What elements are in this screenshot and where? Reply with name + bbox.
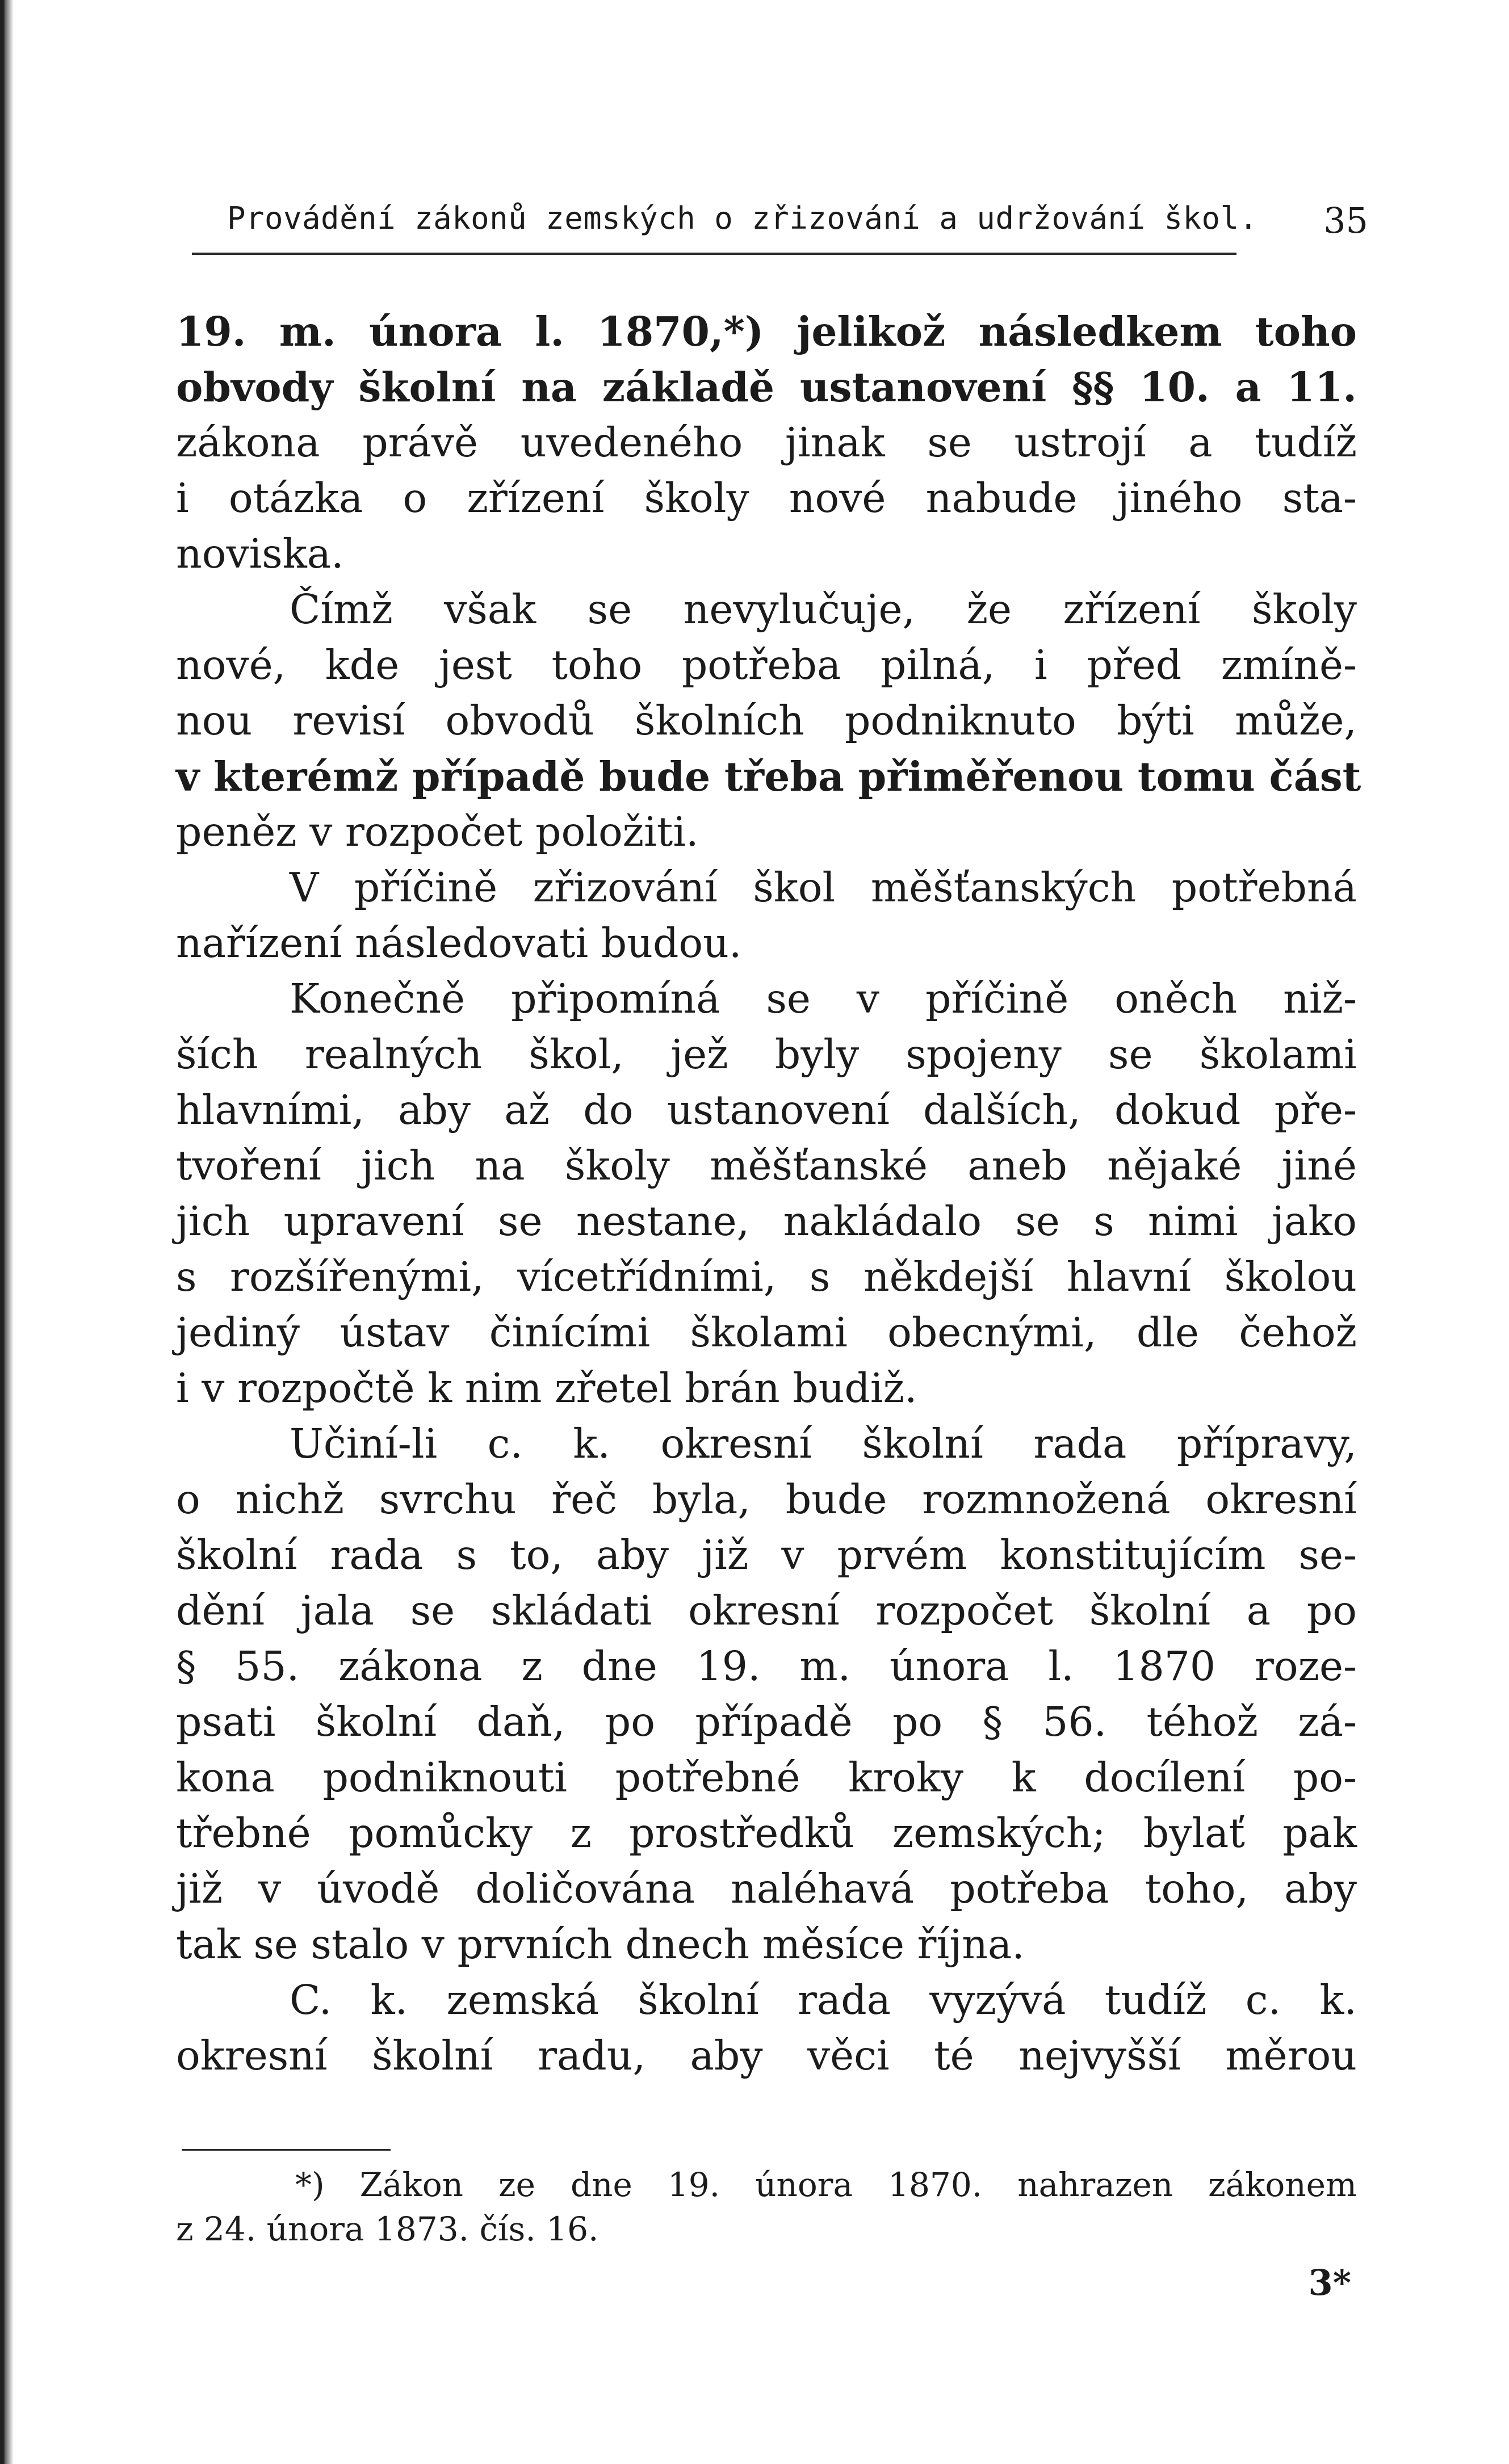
text-line: i v rozpočtě k nim zřetel brán budiž.: [176, 1365, 917, 1412]
text-line: v kterémž případě bude třeba přiměřenou tomu část: [176, 753, 1361, 800]
page-number: 35: [1323, 200, 1368, 241]
text-line: jich upravení se nestane, nakládalo se s nimi jako: [176, 1198, 1357, 1245]
scan-page-edge: [0, 0, 14, 2464]
text-line: C. k. zemská školní rada vyzývá tudíž c. k.: [290, 1976, 1357, 2024]
footnote-rule: [182, 2149, 391, 2151]
running-header: [227, 193, 1368, 244]
text-line: nou revisí obvodů školních podniknuto býti může,: [176, 697, 1357, 744]
text-line: kona podniknouti potřebné kroky k docílení po-: [176, 1754, 1357, 1801]
text-line: 19. m. února l. 1870,*) jelikož následkem toho: [176, 308, 1357, 355]
text-line: dění jala se skládati okresní rozpočet školní a po: [176, 1587, 1357, 1634]
text-line: tak se stalo v prvních dnech měsíce října.: [176, 1921, 1025, 1968]
footnote-line: *) Zákon ze dne 19. února 1870. nahrazen zákonem: [295, 2165, 1357, 2204]
text-line: obvody školní na základě ustanovení §§ 10. a 11.: [176, 363, 1357, 411]
text-line: třebné pomůcky z prostředků zemských; bylať pak: [176, 1810, 1357, 1857]
running-header-title: Provádění zákonů zemských o zřizování a udržování škol.: [227, 200, 1258, 236]
text-line: noviska.: [176, 530, 344, 577]
text-line: s rozšířenými, vícetřídními, s někdejší hlavní školou: [176, 1253, 1357, 1300]
text-line: okresní školní radu, aby věci té nejvyšší měrou: [176, 2032, 1357, 2079]
text-line: nové, kde jest toho potřeba pilná, i před zmíně-: [176, 641, 1357, 689]
footnote-line: z 24. února 1873. čís. 16.: [176, 2210, 599, 2248]
text-line: jediný ústav činícími školami obecnými, dle čehož: [176, 1309, 1357, 1356]
text-line: nařízení následovati budou.: [176, 920, 742, 967]
footnote: [176, 2163, 1357, 2251]
text-line: hlavními, aby až do ustanovení dalších, dokud pře-: [176, 1086, 1357, 1134]
body-text: [176, 304, 1361, 2084]
text-line: psati školní daň, po případě po § 56. téhož zá-: [176, 1698, 1357, 1745]
header-rule: [192, 253, 1236, 255]
text-line: již v úvodě doličována naléhavá potřeba toho, aby: [176, 1865, 1357, 1912]
text-line: peněz v rozpočet položiti.: [176, 808, 699, 855]
text-line: i otázka o zřízení školy nové nabude jiného sta-: [176, 475, 1357, 522]
text-line: Konečně připomíná se v příčině oněch niž-: [290, 975, 1357, 1022]
text-line: § 55. zákona z dne 19. m. února l. 1870 roze-: [176, 1643, 1357, 1690]
text-line: V příčině zřizování škol měšťanských potřebná: [290, 864, 1357, 911]
text-line: ších realných škol, jež byly spojeny se školami: [176, 1031, 1357, 1078]
text-line: zákona právě uvedeného jinak se ustrojí a tudíž: [176, 419, 1357, 466]
text-line: Učiní-li c. k. okresní školní rada přípravy,: [290, 1420, 1357, 1467]
text-line: o nichž svrchu řeč byla, bude rozmnožená okresní: [176, 1476, 1357, 1523]
text-line: školní rada s to, aby již v prvém konstitujícím se-: [176, 1531, 1357, 1579]
book-page: [176, 0, 1368, 2464]
signature-mark: 3*: [1308, 2262, 1351, 2303]
text-line: Čímž však se nevylučuje, že zřízení školy: [290, 586, 1357, 633]
text-line: tvoření jich na školy měšťanské aneb nějaké jiné: [176, 1142, 1357, 1189]
